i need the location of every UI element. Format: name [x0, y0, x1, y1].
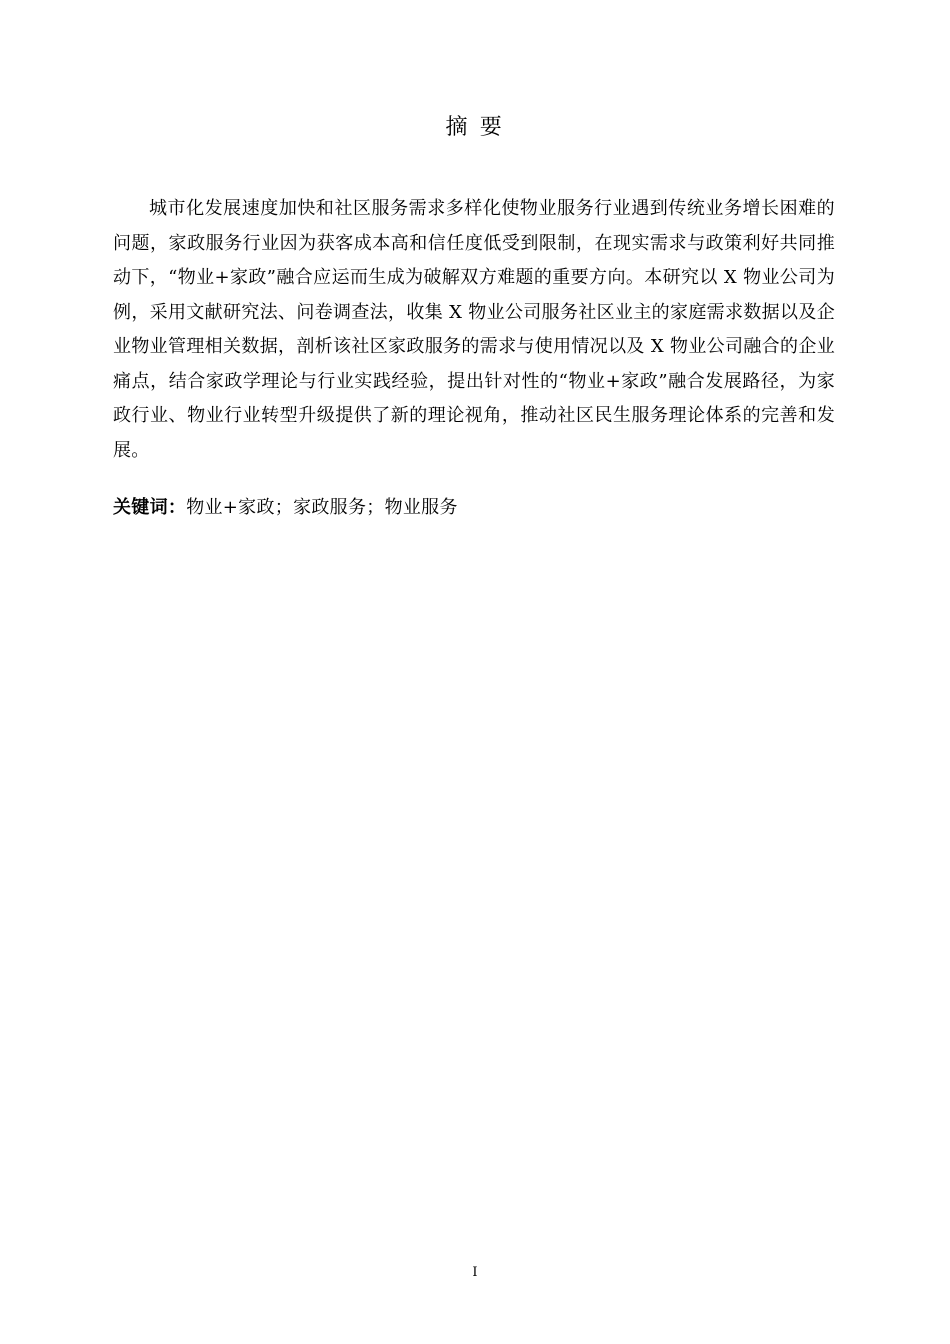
keywords-line: [113, 493, 835, 523]
page-number: I: [472, 1265, 478, 1280]
keywords-label: 关键词：: [113, 497, 187, 518]
abstract-body: 城市化发展速度加快和社区服务需求多样化使物业服务行业遇到传统业务增长困难的问题，家政服务行业因为获客成本高和信任度低受到限制，在现实需求与政策利好共同推动下，“物业+家政”融合应运而生成为破解双方难题的重要方向。本研究以 X 物业公司为例，采用文献研究法、问卷调查法，收集 X 物业公司服务社区业主的家庭需求数据以及企业物业管理相关数据，剖析该社区家政服务的需求与使用情况以及 X 物业公司融合的企业痛点，结合家政学理论与行业实践经验，提出针对性的“物业+家政”融合发展路径，为家政行业、物业行业转型升级提供了新的理论视角，推动社区民生服务理论体系的完善和发展。: [113, 198, 835, 461]
keywords-text: 物业+家政；家政服务；物业服务: [186, 497, 458, 518]
abstract-title: 摘 要: [445, 115, 505, 140]
